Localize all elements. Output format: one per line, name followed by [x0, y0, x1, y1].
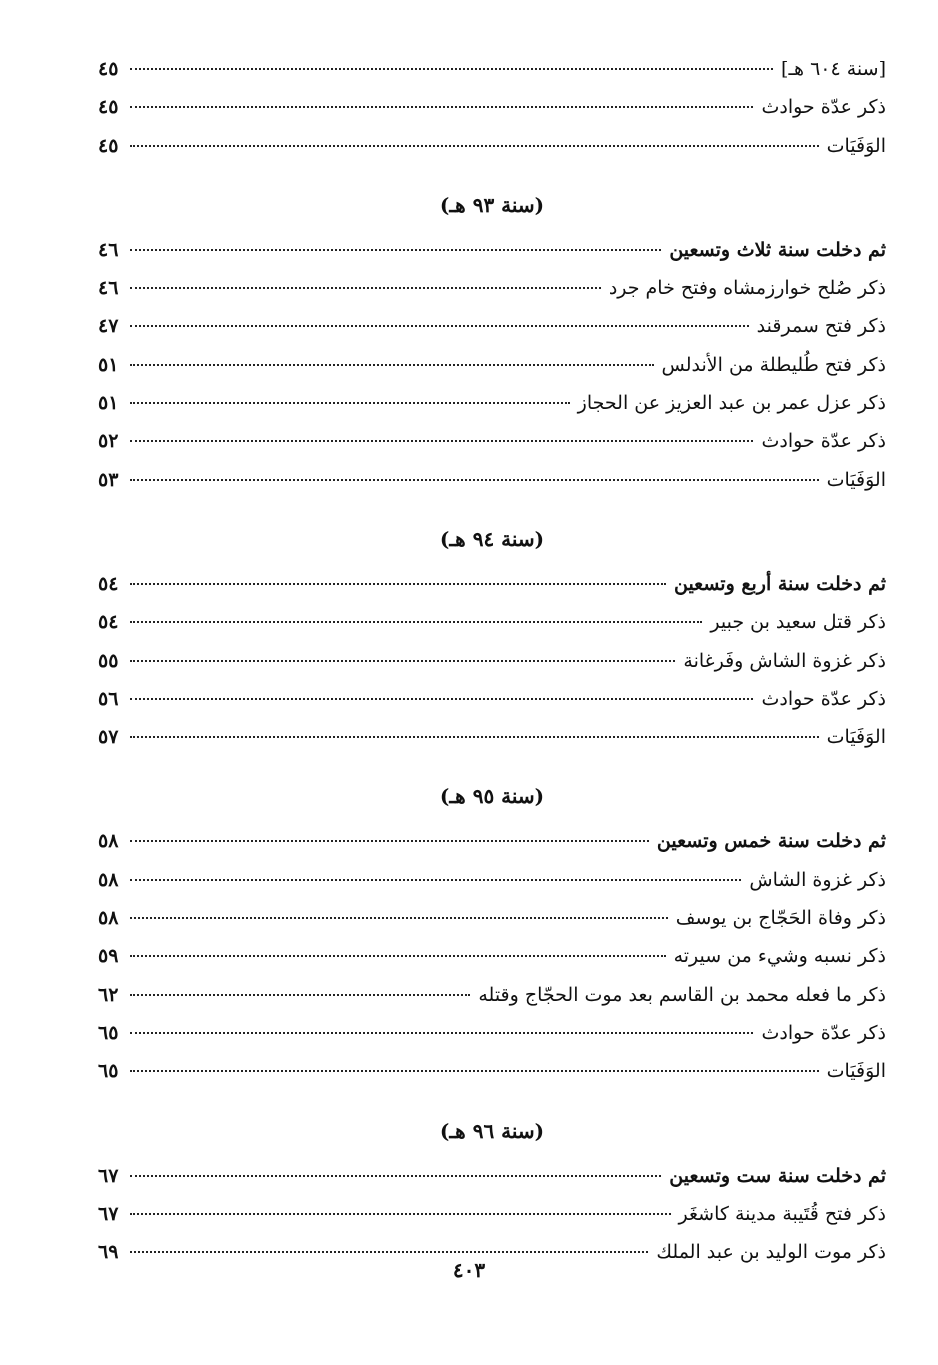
toc-leader-dots: [130, 145, 819, 147]
toc-entry-page: ٤٧: [98, 315, 119, 338]
toc-entry-title: الوَفَيَات: [826, 1060, 886, 1083]
toc-entry-page: ٦٥: [98, 1060, 119, 1083]
toc-entry-page: ٦٢: [98, 983, 119, 1006]
toc-entry: [98, 603, 886, 641]
section-heading: (سنة ٩٥ هـ): [439, 784, 545, 809]
toc-leader-dots: [130, 479, 819, 481]
toc-leader-dots: [130, 621, 702, 623]
toc-entry-title: ذكر ما فعله محمد بن القاسم بعد موت الحجّاج وقتله: [478, 983, 886, 1006]
toc-entry-title: ذكر عدّة حوادث: [761, 96, 886, 119]
toc-entry: [98, 861, 886, 899]
toc-entry-page: ٦٧: [98, 1164, 119, 1187]
toc-leader-dots: [130, 68, 773, 70]
toc-entry-title: ذكر عدّة حوادث: [761, 1021, 886, 1044]
toc-leader-dots: [130, 879, 741, 881]
toc-entry: [98, 899, 886, 937]
toc-entry: [98, 976, 886, 1014]
toc-entry-page: ٤٥: [98, 96, 119, 119]
toc-leader-dots: [130, 287, 601, 289]
toc-entry-title: ذكر عدّة حوادث: [761, 687, 886, 710]
toc-entry-title: ثم دخلت سنة ست وتسعين: [669, 1164, 886, 1187]
toc-leader-dots: [130, 994, 470, 996]
section-year-93: [98, 165, 886, 499]
toc-entry: [98, 1157, 886, 1195]
toc-entry-title: ذكر صُلح خوارزمشاه وفتح خام جرد: [608, 277, 886, 300]
toc-entry-page: ٥٨: [98, 907, 119, 930]
toc-entry-title: ذكر وفاة الحَجّاج بن يوسف: [675, 907, 886, 930]
section-heading: (سنة ٩٣ هـ): [439, 192, 545, 217]
toc-leader-dots: [130, 1213, 671, 1215]
section-year-96: [98, 1091, 886, 1272]
toc-entry-title: ذكر قتل سعيد بن جبير: [710, 611, 886, 634]
toc-entry: [98, 422, 886, 460]
toc-entry: [98, 1195, 886, 1233]
toc-entry-page: ٥١: [98, 392, 119, 415]
toc-leader-dots: [130, 698, 753, 700]
toc-entry: [98, 718, 886, 756]
toc-entry-page: ٤٦: [98, 277, 119, 300]
toc-entry: [98, 680, 886, 718]
toc-entry-page: ٦٥: [98, 1021, 119, 1044]
toc-entry-page: ٥٥: [98, 649, 119, 672]
toc-entry-title: ذكر غزوة الشاش: [749, 868, 886, 891]
toc-entry: [98, 937, 886, 975]
toc-leader-dots: [130, 1032, 753, 1034]
toc-leader-dots: [130, 1251, 648, 1253]
toc-entry-title: الوَفَيَات: [826, 468, 886, 491]
section-heading: (سنة ٩٤ هـ): [439, 526, 545, 551]
toc-entry: [98, 127, 886, 165]
toc-entry-title: ثم دخلت سنة أربع وتسعين: [673, 572, 886, 595]
toc-entry-title: ذكر نسبه وشيء من سيرته: [673, 945, 886, 968]
toc-entry-page: ٥٨: [98, 830, 119, 853]
toc-entry: [98, 50, 886, 88]
toc-entry-page: ٥٩: [98, 945, 119, 968]
toc-entry: [98, 269, 886, 307]
toc-entry-page: ٦٧: [98, 1202, 119, 1225]
section-heading: (سنة ٩٦ هـ): [439, 1118, 545, 1143]
toc-entry-page: ٥٤: [98, 611, 119, 634]
toc-entry: [98, 1014, 886, 1052]
toc-entry-page: ٥٨: [98, 868, 119, 891]
top-entries: [98, 50, 886, 165]
toc-entry: [98, 346, 886, 384]
toc-entry-page: ٥٣: [98, 468, 119, 491]
toc-entry-title: ذكر عدّة حوادث: [761, 430, 886, 453]
toc-entry-page: ٥٧: [98, 726, 119, 749]
toc-entry-title: ذكر فتح قُتَيبة مدينة كاشغَر: [678, 1202, 886, 1225]
toc-entry-title: ذكر موت الوليد بن عبد الملك: [656, 1241, 886, 1264]
toc-entry-page: ٥٦: [98, 687, 119, 710]
toc-entry-page: ٤٥: [98, 58, 119, 80]
toc-entry-title: الوَفَيَات: [826, 134, 886, 157]
toc-entry-title: ذكر فتح سمرقند: [756, 315, 886, 338]
toc-entry-title: ثم دخلت سنة خمس وتسعين: [656, 830, 886, 853]
toc-leader-dots: [130, 917, 668, 919]
toc-entry: [98, 307, 886, 345]
toc-entry-page: ٤٦: [98, 238, 119, 261]
toc-entry-title: [سنة ٦٠٤ هـ]: [781, 58, 886, 80]
toc-leader-dots: [130, 402, 570, 404]
toc-leader-dots: [130, 249, 661, 251]
toc-entry-page: ٥٢: [98, 430, 119, 453]
toc-entry-page: ٦٩: [98, 1241, 119, 1264]
toc-leader-dots: [130, 736, 819, 738]
toc-entry-page: ٥٤: [98, 572, 119, 595]
toc-entry-title: ذكر غزوة الشاش وفَرغانة: [683, 649, 886, 672]
toc-entry-title: ذكر عزل عمر بن عبد العزيز عن الحجاز: [577, 392, 886, 415]
toc-entry: [98, 1052, 886, 1090]
toc-leader-dots: [130, 955, 666, 957]
toc-entry-title: ذكر فتح طُليطلة من الأندلس: [661, 353, 886, 376]
table-of-contents: [98, 50, 886, 1271]
section-year-95: [98, 756, 886, 1090]
toc-entry-page: ٤٥: [98, 134, 119, 157]
toc-leader-dots: [130, 583, 666, 585]
toc-leader-dots: [130, 325, 749, 327]
toc-entry: [98, 384, 886, 422]
toc-entry: [98, 642, 886, 680]
section-year-94: [98, 499, 886, 756]
toc-leader-dots: [130, 1175, 661, 1177]
toc-leader-dots: [130, 106, 753, 108]
toc-entry: [98, 565, 886, 603]
page-number: ٤٠٣: [452, 1258, 486, 1282]
toc-entry-title: ثم دخلت سنة ثلاث وتسعين: [669, 238, 886, 261]
toc-entry: [98, 461, 886, 499]
toc-entry-page: ٥١: [98, 353, 119, 376]
toc-leader-dots: [130, 660, 675, 662]
toc-entry: [98, 822, 886, 860]
toc-leader-dots: [130, 840, 649, 842]
toc-leader-dots: [130, 364, 654, 366]
toc-entry-title: الوَفَيَات: [826, 726, 886, 749]
toc-leader-dots: [130, 440, 753, 442]
toc-leader-dots: [130, 1070, 819, 1072]
toc-entry: [98, 88, 886, 126]
toc-entry: [98, 231, 886, 269]
